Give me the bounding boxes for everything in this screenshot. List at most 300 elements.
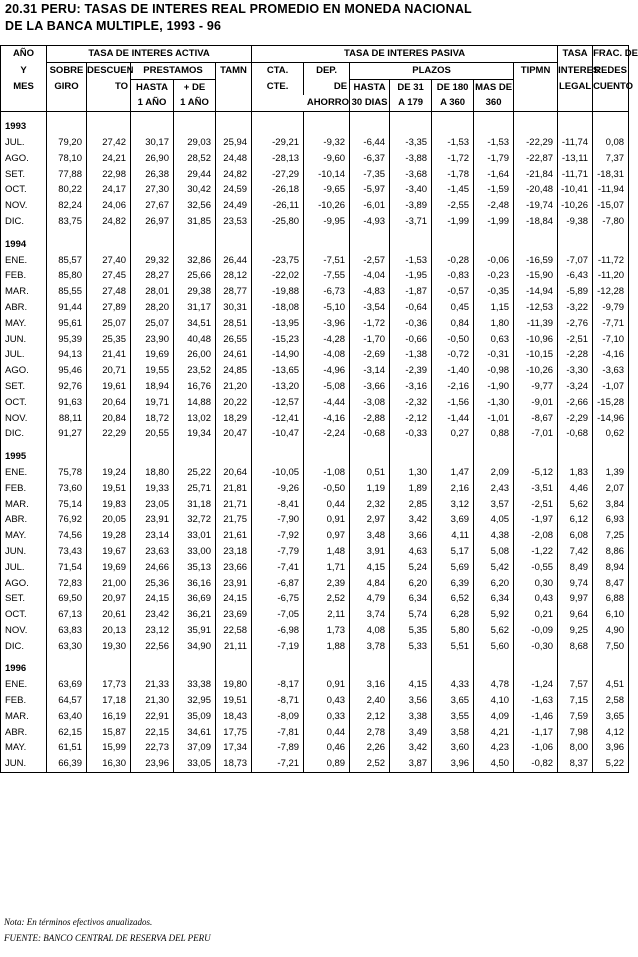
value-cell: -10,26 [558, 198, 593, 214]
value-cell: 20,84 [87, 411, 131, 427]
header-a360: A 360 [432, 95, 474, 111]
value-cell: -7,07 [558, 253, 593, 269]
value-cell: -7,35 [350, 167, 390, 183]
value-cell: -7,01 [514, 426, 558, 442]
month-label: DIC. [1, 426, 47, 442]
value-cell: 2,39 [304, 576, 350, 592]
table-row [1, 198, 629, 214]
value-cell: 2,78 [350, 725, 390, 741]
value-cell: -1,87 [390, 284, 432, 300]
value-cell: 7,42 [558, 544, 593, 560]
value-cell: 3,84 [593, 497, 629, 513]
year-row-cell [47, 449, 87, 465]
value-cell: -1,08 [304, 465, 350, 481]
value-cell: 20,22 [216, 395, 252, 411]
value-cell: -7,51 [304, 253, 350, 269]
table-row [1, 497, 629, 513]
value-cell: -7,90 [277, 514, 300, 526]
table-row [1, 639, 629, 655]
value-cell: 20,64 [216, 465, 252, 481]
value-cell: 2,32 [350, 497, 390, 513]
value-cell: -0,50 [304, 481, 350, 497]
value-cell: 5,80 [432, 623, 474, 639]
value-cell: 20,64 [87, 395, 131, 411]
value-cell: -1,99 [474, 214, 514, 230]
month-label: ENE. [1, 465, 47, 481]
value-cell: 1,47 [432, 465, 474, 481]
value-cell: -20,48 [514, 182, 558, 198]
table-row [1, 182, 629, 198]
value-cell: -11,72 [593, 253, 629, 269]
value-cell: -3,88 [390, 151, 432, 167]
value-cell: -2,12 [390, 411, 432, 427]
value-cell: -1,64 [474, 167, 514, 183]
value-cell: 5,17 [432, 544, 474, 560]
value-cell: -2,51 [558, 332, 593, 348]
value-cell: -1,40 [432, 363, 474, 379]
value-cell: -1,59 [474, 182, 514, 198]
value-cell: 3,57 [474, 497, 514, 513]
value-cell: -9,26 [277, 482, 300, 494]
value-cell: 2,40 [350, 693, 390, 709]
value-cell: 63,40 [47, 709, 87, 725]
header-tasa-pasiva: TASA DE INTERES PASIVA [252, 46, 558, 63]
value-cell: 25,07 [131, 316, 174, 332]
spacer-cell [252, 442, 304, 449]
value-cell: -5,89 [558, 284, 593, 300]
year-row-cell [216, 237, 252, 253]
value-cell: 8,49 [558, 560, 593, 576]
header-blank [87, 95, 131, 111]
header-a179: A 179 [390, 95, 432, 111]
table-row [1, 167, 629, 183]
value-cell: -0,82 [514, 756, 558, 772]
value-cell: 2,85 [390, 497, 432, 513]
value-cell: 24,15 [216, 591, 252, 607]
value-cell: 19,51 [216, 693, 252, 709]
month-label: ENE. [1, 253, 47, 269]
table-row [1, 725, 629, 741]
value-cell: 27,40 [87, 253, 131, 269]
month-label: MAR. [1, 497, 47, 513]
value-cell: -9,38 [558, 214, 593, 230]
header-frac: FRAC. DE [593, 46, 629, 63]
month-label: JUN. [1, 756, 47, 772]
value-cell: 0,33 [304, 709, 350, 725]
year-row-cell [131, 449, 174, 465]
value-cell: 23,91 [131, 512, 174, 528]
footnote: Nota: En términos efectivos anualizados. [4, 917, 153, 927]
value-cell: -1,22 [514, 544, 558, 560]
value-cell: 20,61 [87, 607, 131, 623]
value-cell: 6,39 [432, 576, 474, 592]
value-cell: 4,15 [390, 677, 432, 693]
month-label: MAY. [1, 528, 47, 544]
year-row-cell [174, 119, 216, 135]
value-cell: 1,39 [593, 465, 629, 481]
header-blank [1, 95, 47, 111]
value-cell: 20,71 [87, 363, 131, 379]
value-cell: 6,52 [432, 591, 474, 607]
value-cell: 4,11 [432, 528, 474, 544]
value-cell: -0,83 [432, 268, 474, 284]
value-cell: 2,43 [474, 481, 514, 497]
value-cell: 28,12 [216, 268, 252, 284]
value-cell: 21,71 [216, 497, 252, 513]
spacer-cell [87, 112, 131, 120]
value-cell: -0,06 [474, 253, 514, 269]
value-cell: 22,15 [131, 725, 174, 741]
value-cell: 32,72 [187, 514, 211, 526]
value-cell: 21,81 [216, 481, 252, 497]
spacer-cell [1, 112, 47, 120]
value-cell: -3,66 [350, 379, 390, 395]
value-cell: -7,21 [252, 756, 304, 772]
value-cell: 4,12 [593, 725, 629, 741]
value-cell: -3,68 [390, 167, 432, 183]
spacer-cell [1, 442, 47, 449]
value-cell: 5,35 [390, 623, 432, 639]
value-cell: 18,73 [216, 756, 252, 772]
year-row-cell [350, 449, 390, 465]
value-cell: 25,07 [87, 316, 131, 332]
month-label: ABR. [1, 725, 47, 741]
table-row [1, 528, 629, 544]
header-ano: AÑO [1, 46, 47, 63]
table-row [1, 709, 629, 725]
value-cell: 21,11 [216, 639, 252, 655]
value-cell: 85,57 [47, 253, 87, 269]
value-cell: 3,96 [593, 740, 629, 756]
value-cell: 35,09 [187, 710, 211, 722]
interest-rate-table [0, 45, 638, 773]
month-label: FEB. [1, 268, 47, 284]
spacer-cell [87, 230, 131, 237]
table-row [1, 693, 629, 709]
value-cell: 4,23 [474, 740, 514, 756]
value-cell: 66,39 [47, 756, 87, 772]
value-cell: 3,66 [390, 528, 432, 544]
year-row-cell [216, 449, 252, 465]
value-cell: -3,30 [558, 363, 593, 379]
value-cell: 23,96 [131, 756, 174, 772]
value-cell: 16,19 [87, 709, 131, 725]
value-cell: -19,74 [514, 198, 558, 214]
spacer-cell [593, 442, 629, 449]
value-cell: 28,51 [216, 316, 252, 332]
value-cell: -29,21 [272, 136, 300, 148]
value-cell: -6,01 [350, 198, 390, 214]
value-cell: 3,96 [432, 756, 474, 772]
value-cell: -7,89 [277, 742, 300, 754]
month-label: ABR. [1, 512, 47, 528]
header-blank [514, 79, 558, 95]
year-row-cell [558, 119, 593, 135]
value-cell: -2,66 [558, 395, 593, 411]
value-cell: -0,50 [432, 332, 474, 348]
value-cell: 4,90 [593, 623, 629, 639]
value-cell: 2,11 [304, 607, 350, 623]
spacer-cell [432, 654, 474, 661]
value-cell: 0,97 [304, 528, 350, 544]
value-cell: 21,61 [216, 528, 252, 544]
value-cell: 3,58 [432, 725, 474, 741]
value-cell: -1,46 [514, 709, 558, 725]
spacer-cell [1, 230, 47, 237]
year-label: 1994 [1, 237, 47, 253]
value-cell: 4,50 [474, 756, 514, 772]
value-cell: 21,41 [87, 347, 131, 363]
header-descuen: DESCUEN [87, 62, 131, 79]
value-cell: 94,13 [47, 347, 87, 363]
value-cell: -7,81 [277, 726, 300, 738]
value-cell: 91,44 [47, 300, 87, 316]
value-cell: 34,90 [187, 640, 211, 652]
value-cell: -7,80 [593, 214, 629, 230]
year-row-cell [514, 661, 558, 677]
value-cell: 95,39 [47, 332, 87, 348]
value-cell: -22,87 [514, 151, 558, 167]
value-cell: 34,61 [187, 726, 211, 738]
value-cell: 36,69 [187, 593, 211, 605]
value-cell: 22,29 [87, 426, 131, 442]
value-cell: 23,90 [131, 332, 174, 348]
value-cell: 27,42 [87, 135, 131, 151]
table-row [1, 465, 629, 481]
value-cell: 21,33 [131, 677, 174, 693]
spacer-cell [390, 112, 432, 120]
value-cell: -4,04 [350, 268, 390, 284]
value-cell: -1,44 [432, 411, 474, 427]
month-label: FEB. [1, 481, 47, 497]
header-blank [47, 95, 87, 111]
month-label: MAR. [1, 284, 47, 300]
value-cell: 77,88 [47, 167, 87, 183]
value-cell: 3,49 [390, 725, 432, 741]
spacer-cell [558, 442, 593, 449]
value-cell: -1,72 [350, 316, 390, 332]
value-cell: 33,00 [187, 545, 211, 557]
value-cell: -3,08 [350, 395, 390, 411]
header-de180: DE 180 [432, 79, 474, 95]
value-cell: 19,30 [87, 639, 131, 655]
value-cell: 95,46 [47, 363, 87, 379]
value-cell: 6,34 [474, 591, 514, 607]
value-cell: -0,36 [390, 316, 432, 332]
month-label: AGO. [1, 363, 47, 379]
value-cell: 4,33 [432, 677, 474, 693]
value-cell: -7,79 [277, 545, 300, 557]
year-row-cell [558, 237, 593, 253]
table-row [1, 544, 629, 560]
value-cell: 4,63 [390, 544, 432, 560]
table-row [1, 332, 629, 348]
value-cell: 17,18 [87, 693, 131, 709]
value-cell: 31,17 [187, 301, 211, 313]
value-cell: -7,55 [304, 268, 350, 284]
value-cell: 33,05 [174, 756, 216, 772]
value-cell: 6,93 [593, 512, 629, 528]
value-cell: 7,59 [558, 709, 593, 725]
value-cell: 25,36 [131, 576, 174, 592]
spacer-cell [390, 442, 432, 449]
table-row [1, 576, 629, 592]
spacer-cell [252, 230, 304, 237]
value-cell: 75,14 [47, 497, 87, 513]
value-cell: 29,32 [131, 253, 174, 269]
value-cell: -4,16 [593, 347, 629, 363]
value-cell: 9,97 [558, 591, 593, 607]
value-cell: 26,44 [216, 253, 252, 269]
header-unano: 1 AÑO [131, 95, 174, 111]
value-cell: 17,34 [216, 740, 252, 756]
value-cell: -0,09 [514, 623, 558, 639]
value-cell: 6,88 [593, 591, 629, 607]
value-cell: -5,08 [304, 379, 350, 395]
value-cell: -13,20 [272, 380, 300, 392]
value-cell: -11,20 [593, 268, 629, 284]
year-row-cell [252, 661, 304, 677]
value-cell: 8,37 [558, 756, 593, 772]
spacer-cell [593, 112, 629, 120]
value-cell: -22,29 [514, 135, 558, 151]
value-cell: 3,91 [350, 544, 390, 560]
year-row-cell [390, 449, 432, 465]
month-label: JUL. [1, 135, 47, 151]
value-cell: 3,69 [432, 512, 474, 528]
value-cell: -9,32 [304, 135, 350, 151]
table-row [1, 363, 629, 379]
value-cell: -1,97 [514, 512, 558, 528]
value-cell: -1,38 [390, 347, 432, 363]
header-blank [216, 95, 252, 111]
value-cell: -4,08 [304, 347, 350, 363]
value-cell: 64,57 [47, 693, 87, 709]
year-row-cell [174, 237, 216, 253]
value-cell: -3,24 [558, 379, 593, 395]
year-row-cell [47, 119, 87, 135]
value-cell: 24,82 [216, 167, 252, 183]
value-cell: -1,01 [474, 411, 514, 427]
value-cell: 18,43 [216, 709, 252, 725]
value-cell: 20,55 [131, 426, 174, 442]
year-row-cell [514, 119, 558, 135]
spacer-cell [216, 112, 252, 120]
header-blank [593, 95, 629, 111]
month-label: MAR. [1, 709, 47, 725]
month-label: SET. [1, 167, 47, 183]
table-row [1, 512, 629, 528]
value-cell: 24,82 [87, 214, 131, 230]
value-cell: 23,53 [216, 214, 252, 230]
value-cell: -1,07 [593, 379, 629, 395]
value-cell: -6,75 [277, 593, 300, 605]
value-cell: 6,34 [390, 591, 432, 607]
year-row-cell [474, 661, 514, 677]
value-cell: -15,07 [593, 198, 629, 214]
value-cell: 2,07 [593, 481, 629, 497]
value-cell: 26,55 [216, 332, 252, 348]
value-cell: 18,29 [216, 411, 252, 427]
value-cell: -5,12 [514, 465, 558, 481]
header-plazos: PLAZOS [350, 62, 514, 79]
value-cell: 0,27 [432, 426, 474, 442]
value-cell: 0,43 [514, 591, 558, 607]
header-blank [558, 95, 593, 111]
year-row-cell [131, 119, 174, 135]
value-cell: 0,62 [593, 426, 629, 442]
value-cell: 3,74 [350, 607, 390, 623]
table-row [1, 607, 629, 623]
value-cell: 1,30 [390, 465, 432, 481]
value-cell: -1,06 [514, 740, 558, 756]
header-cta: CTA. [266, 65, 289, 77]
spacer-cell [390, 654, 432, 661]
table-row [1, 395, 629, 411]
value-cell: -8,09 [277, 710, 300, 722]
value-cell: -4,16 [304, 411, 350, 427]
value-cell: 19,80 [216, 677, 252, 693]
value-cell: 35,13 [187, 561, 211, 573]
spacer-cell [216, 442, 252, 449]
value-cell: -6,44 [350, 135, 390, 151]
month-label: JUL. [1, 560, 47, 576]
value-cell: -9,60 [304, 151, 350, 167]
month-label: OCT. [1, 607, 47, 623]
spacer-cell [304, 112, 350, 120]
value-cell: 26,90 [131, 151, 174, 167]
year-row-cell [174, 449, 216, 465]
spacer-cell [350, 442, 390, 449]
value-cell: 21,00 [87, 576, 131, 592]
year-row-cell [304, 449, 350, 465]
value-cell: -10,05 [272, 466, 300, 478]
value-cell: 5,33 [390, 639, 432, 655]
spacer-cell [304, 230, 350, 237]
value-cell: 30,42 [187, 184, 211, 196]
spacer-cell [558, 230, 593, 237]
year-row-cell [87, 119, 131, 135]
spacer-cell [350, 112, 390, 120]
table-row [1, 379, 629, 395]
value-cell: 9,74 [558, 576, 593, 592]
value-cell: 6,20 [390, 576, 432, 592]
year-row-cell [514, 449, 558, 465]
year-row-cell [350, 661, 390, 677]
value-cell: -7,10 [593, 332, 629, 348]
value-cell: 7,15 [558, 693, 593, 709]
spacer-cell [593, 654, 629, 661]
value-cell: -4,44 [304, 395, 350, 411]
value-cell: -1,95 [390, 268, 432, 284]
value-cell: 3,78 [350, 639, 390, 655]
year-row-cell [474, 237, 514, 253]
header-blank [252, 95, 304, 111]
value-cell: 36,21 [187, 609, 211, 621]
header-30dias: 30 DIAS [350, 95, 390, 111]
value-cell: 24,59 [216, 182, 252, 198]
year-row-cell [593, 661, 629, 677]
value-cell: -1,78 [432, 167, 474, 183]
spacer-cell [514, 442, 558, 449]
value-cell: 30,17 [131, 135, 174, 151]
value-cell: 3,42 [390, 740, 432, 756]
month-label: ABR. [1, 300, 47, 316]
year-row-cell [47, 237, 87, 253]
value-cell: -0,98 [474, 363, 514, 379]
value-cell: 18,80 [131, 465, 174, 481]
month-label: FEB. [1, 693, 47, 709]
